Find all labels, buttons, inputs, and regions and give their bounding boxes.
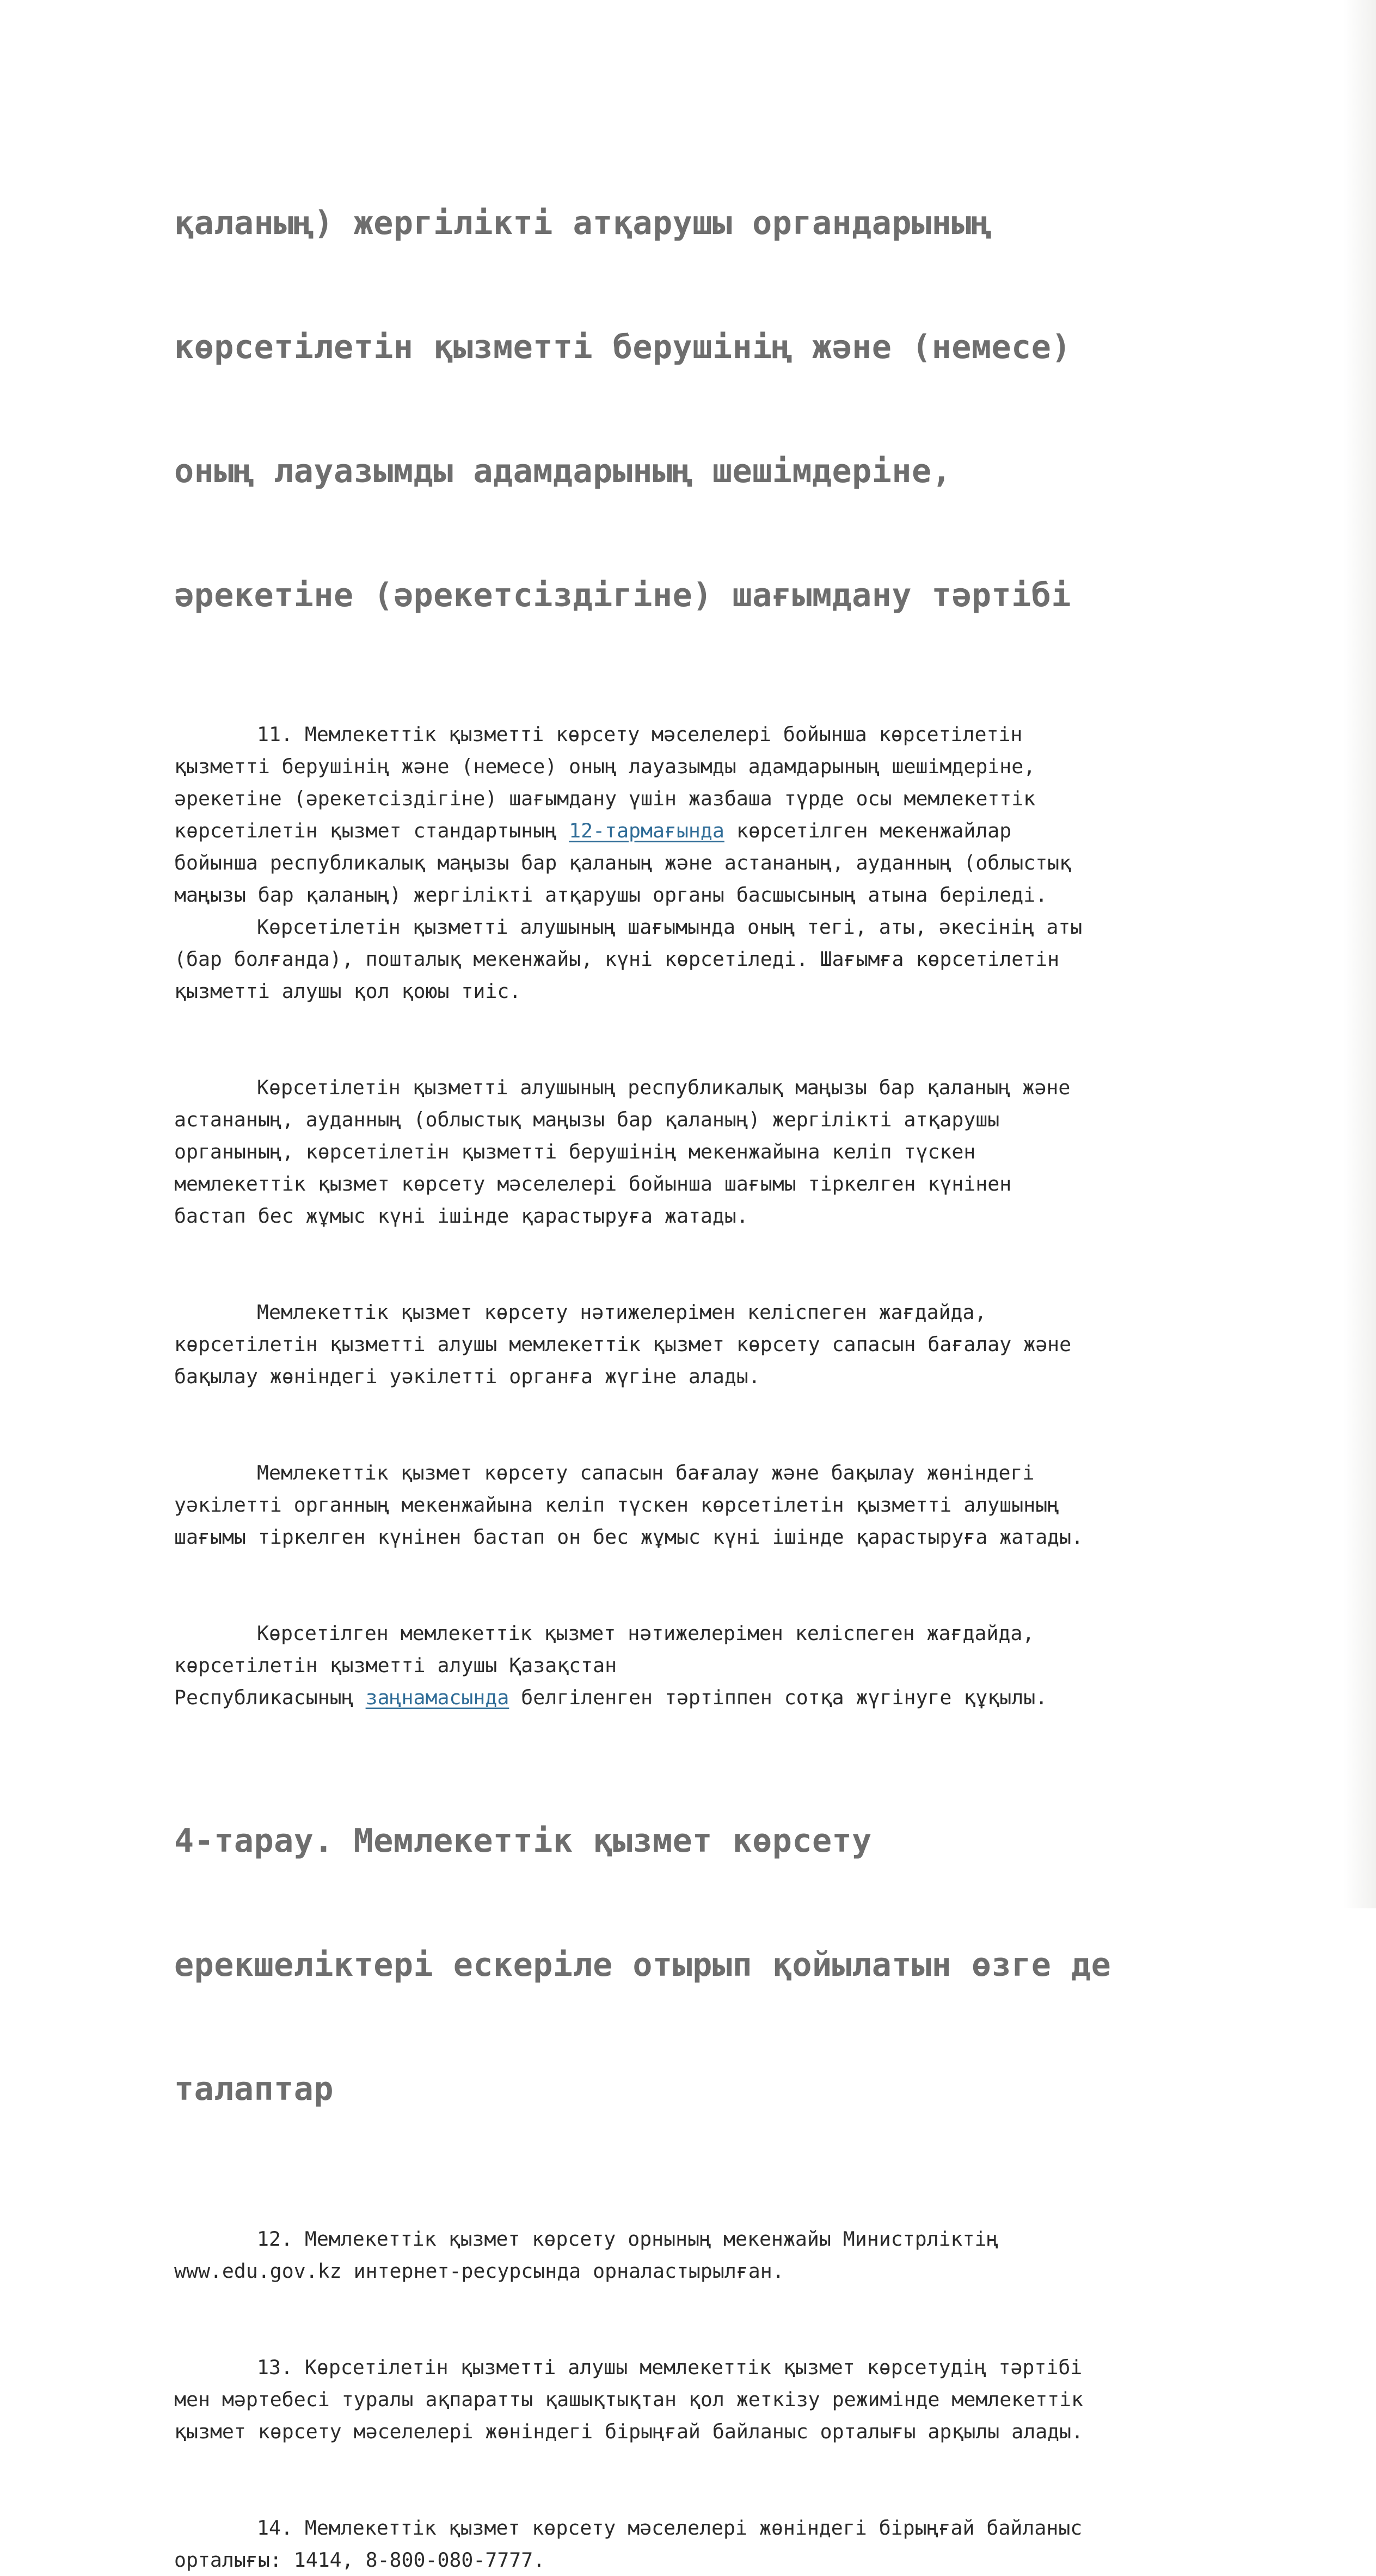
paragraph-line: әрекетіне (әрекетсіздігіне) шағымдану үшін жазбаша түрде осы мемлекеттік	[174, 787, 1036, 810]
heading-line: оның лауазымды адамдарының шешімдеріне,	[174, 452, 952, 490]
paragraph-line: 12. Мемлекеттік қызмет көрсету орнының мекенжайы Министрліктің	[257, 2227, 999, 2251]
heading-line: 4-тарау. Мемлекеттік қызмет көрсету	[174, 1822, 872, 1860]
paragraph-line: көрсетілген мекенжайлар	[724, 819, 1012, 842]
paragraph-11	[174, 718, 1241, 911]
paragraph-line: Мемлекеттік қызмет көрсету нәтижелерімен келіспеген жағдайда,	[257, 1301, 987, 1324]
scanned-page-edge	[1343, 0, 1376, 1908]
paragraph-line: Көрсетілген мемлекеттік қызмет нәтижелерімен келіспеген жағдайда,	[257, 1622, 1035, 1645]
document-page	[174, 120, 1241, 2576]
legislation-link[interactable]: заңнамасында	[365, 1686, 509, 1709]
heading-line: көрсетілетін қызметті берушінің және (немесе)	[174, 328, 1072, 366]
paragraph-line: қызметті берушінің және (немесе) оның лауазымды адамдарының шешімдеріне,	[174, 755, 1036, 778]
paragraph-line: 13. Көрсетілетін қызметті алушы мемлекеттік қызмет көрсетудің тәртібі	[257, 2356, 1083, 2379]
paragraph-line: органының, көрсетілетін қызметті берушінің мекенжайына келіп түскен	[174, 1140, 976, 1163]
paragraph-line: уәкілетті органның мекенжайына келіп түскен көрсетілетін қызметті алушының	[174, 1493, 1060, 1517]
heading-line: қаланың) жергілікті атқарушы органдарының	[174, 204, 992, 242]
paragraph-13	[174, 2351, 1241, 2448]
standard-item-12-link[interactable]: 12-тармағында	[569, 819, 724, 842]
heading-line: әрекетіне (әрекетсіздігіне) шағымдану тәртібі	[174, 576, 1072, 614]
paragraph-complaint-content	[174, 911, 1241, 1007]
paragraph-14	[174, 2512, 1241, 2576]
paragraph-line: қызметті алушы қол қоюы тиіс.	[174, 979, 521, 1003]
paragraph-line: мемлекеттік қызмет көрсету мәселелері бойынша шағымы тіркелген күнінен	[174, 1172, 1012, 1195]
paragraph-line: (бар болғанда), пошталық мекенжайы, күні көрсетіледі. Шағымға көрсетілетін	[174, 947, 1060, 971]
paragraph-disagreement	[174, 1296, 1241, 1392]
paragraph-line: шағымы тіркелген күнінен бастап он бес жұмыс күні ішінде қарастыруға жатады.	[174, 1525, 1084, 1549]
paragraph-line: көрсетілетін қызметті алушы мемлекеттік қызмет көрсету сапасын бағалау және	[174, 1333, 1072, 1356]
paragraph-line: 14. Мемлекеттік қызмет көрсету мәселелері жөніндегі бірыңғай байланыс	[257, 2516, 1083, 2540]
paragraph-line: белгіленген тәртіппен сотқа жүгінуге құқылы.	[509, 1686, 1048, 1709]
paragraph-12	[174, 2223, 1241, 2287]
paragraph-line: Мемлекеттік қызмет көрсету сапасын бағалау және бақылау жөніндегі	[257, 1461, 1035, 1484]
paragraph-line: орталығы: 1414, 8-800-080-7777.	[174, 2548, 545, 2572]
paragraph-line: 11. Мемлекеттік қызметті көрсету мәселелері бойынша көрсетілетін	[257, 723, 1023, 746]
paragraph-court	[174, 1617, 1241, 1714]
paragraph-line: Республикасының	[174, 1686, 366, 1709]
heading-line: талаптар	[174, 2070, 334, 2108]
paragraph-line: маңызы бар қаланың) жергілікті атқарушы органы басшысының атына беріледі.	[174, 883, 1048, 907]
paragraph-line: астананың, ауданның (облыстық маңызы бар қаланың) жергілікті атқарушы	[174, 1108, 1000, 1131]
paragraph-line: көрсетілетін қызметті алушы Қазақстан	[174, 1654, 617, 1677]
heading-line: ерекшеліктері ескеріле отырып қойылатын өзге де	[174, 1946, 1111, 1984]
section-4-heading	[174, 1737, 1241, 2192]
paragraph-line: Көрсетілетін қызметті алушының республикалық маңызы бар қаланың және	[257, 1076, 1071, 1099]
paragraph-line: Көрсетілетін қызметті алушының шағымында оның тегі, аты, әкесінің аты	[257, 915, 1083, 939]
paragraph-review-period	[174, 1071, 1241, 1232]
paragraph-line: бастап бес жұмыс күні ішінде қарастыруға жатады.	[174, 1204, 748, 1228]
paragraph-line: бойынша республикалық маңызы бар қаланың және астананың, ауданның (облыстық	[174, 851, 1072, 874]
paragraph-line: қызмет көрсету мәселелері жөніндегі бірыңғай байланыс орталығы арқылы алады.	[174, 2420, 1084, 2443]
paragraph-line: www.edu.gov.kz интернет-ресурсында орналастырылған.	[174, 2259, 784, 2283]
paragraph-line: бақылау жөніндегі уәкілетті органға жүгіне алады.	[174, 1365, 760, 1388]
paragraph-line: мен мәртебесі туралы ақпаратты қашықтықтан қол жеткізу режимінде мемлекеттік	[174, 2388, 1084, 2411]
paragraph-line: көрсетілетін қызмет стандартының	[174, 819, 569, 842]
paragraph-authority-review	[174, 1457, 1241, 1553]
section-3-heading	[174, 120, 1241, 699]
